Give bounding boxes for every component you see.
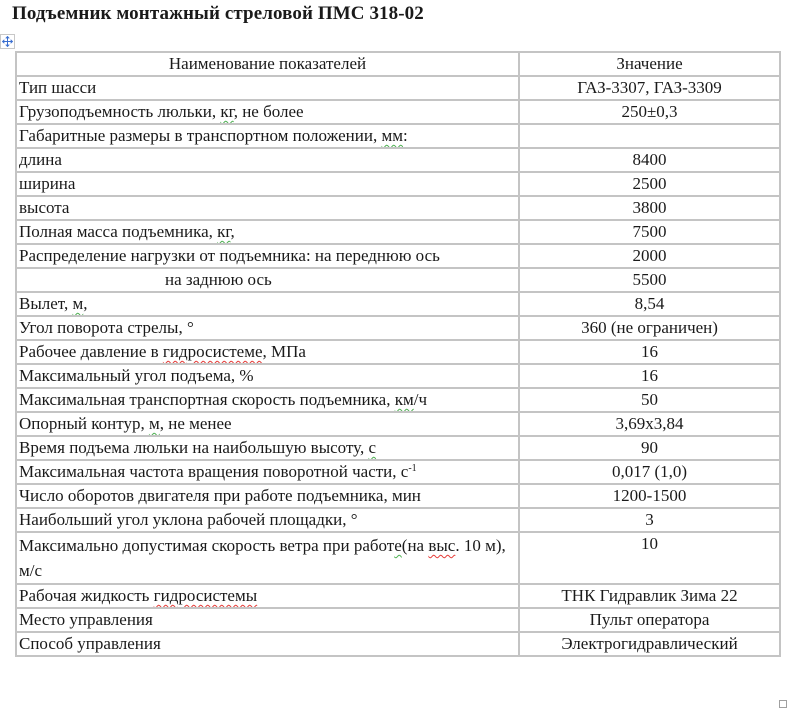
move-arrows-icon (2, 36, 13, 47)
row-name[interactable]: Число оборотов двигателя при работе подъемника, мин (16, 484, 519, 508)
row-name[interactable] (16, 532, 519, 584)
row-name[interactable] (16, 388, 519, 412)
name-text: /ч (413, 390, 428, 409)
document-title: Подъемник монтажный стреловой ПМС 318-02 (12, 3, 424, 24)
grammar-mark: м (72, 294, 84, 313)
table-row (16, 76, 780, 100)
row-name[interactable]: Место управления (16, 608, 519, 632)
table-row (16, 100, 780, 124)
row-name[interactable]: Угол поворота стрелы, ° (16, 316, 519, 340)
header-value[interactable]: Значение (519, 52, 780, 76)
row-name[interactable]: на заднюю ось (16, 268, 519, 292)
name-text: : (402, 126, 408, 145)
table-move-handle[interactable] (0, 34, 15, 49)
name-text: , (230, 222, 235, 241)
superscript: -1 (408, 463, 417, 474)
row-value[interactable]: 2500 (519, 172, 780, 196)
header-name[interactable]: Наименование показателей (16, 52, 519, 76)
row-name[interactable] (16, 292, 519, 316)
name-text: , (83, 294, 88, 313)
row-value[interactable]: 3 (519, 508, 780, 532)
row-value[interactable]: 3800 (519, 196, 780, 220)
row-name[interactable]: Распределение нагрузки от подъемника: на переднюю ось (16, 244, 519, 268)
table-row (16, 364, 780, 388)
name-text: Опорный контур, (19, 414, 149, 433)
row-value[interactable]: ТНК Гидравлик Зима 22 (519, 584, 780, 608)
table-row (16, 340, 780, 364)
row-value[interactable]: Пульт оператора (519, 608, 780, 632)
row-name[interactable]: высота (16, 196, 519, 220)
row-value[interactable]: 10 (519, 532, 780, 584)
row-name[interactable]: длина (16, 148, 519, 172)
row-name[interactable]: Наибольший угол уклона рабочей площадки, ° (16, 508, 519, 532)
grammar-mark: с (368, 438, 377, 457)
spelling-mark: гидросистеме (162, 342, 263, 361)
table-row (16, 484, 780, 508)
name-text: Рабочее давление в (19, 342, 163, 361)
row-name[interactable]: Максимальный угол подъема, % (16, 364, 519, 388)
table-header-row (16, 52, 780, 76)
row-name[interactable] (16, 220, 519, 244)
row-value[interactable]: 360 (не ограничен) (519, 316, 780, 340)
table-row (16, 220, 780, 244)
table-row (16, 436, 780, 460)
table-row (16, 508, 780, 532)
name-text: . 10 м), м/с (19, 536, 506, 580)
row-value[interactable]: 16 (519, 340, 780, 364)
table-row (16, 316, 780, 340)
table-row (16, 268, 780, 292)
row-value[interactable] (519, 124, 780, 148)
row-name[interactable] (16, 460, 519, 484)
row-value[interactable]: ГАЗ-3307, ГАЗ-3309 (519, 76, 780, 100)
name-text: Габаритные размеры в транспортном положении, (19, 126, 382, 145)
row-value[interactable]: 2000 (519, 244, 780, 268)
table-row (16, 148, 780, 172)
table-row (16, 460, 780, 484)
name-text: Рабочая жидкость (19, 586, 154, 605)
row-value[interactable]: 0,017 (1,0) (519, 460, 780, 484)
row-value[interactable]: Электрогидравлический (519, 632, 780, 656)
row-value[interactable]: 8400 (519, 148, 780, 172)
name-text: Максимальная транспортная скорость подъемника, (19, 390, 395, 409)
table-row (16, 172, 780, 196)
row-value[interactable]: 90 (519, 436, 780, 460)
name-text: Полная масса подъемника, (19, 222, 218, 241)
grammar-mark: мм (381, 126, 403, 145)
spelling-mark: выс (428, 536, 456, 555)
name-text: , МПа (262, 342, 306, 361)
row-name[interactable]: ширина (16, 172, 519, 196)
row-value[interactable]: 5500 (519, 268, 780, 292)
row-value[interactable]: 16 (519, 364, 780, 388)
table-row (16, 124, 780, 148)
name-text: Вылет, (19, 294, 73, 313)
grammar-mark: кг (217, 222, 231, 241)
name-text: , не более (233, 102, 304, 121)
spelling-mark: гидросистемы (153, 586, 258, 605)
grammar-mark: м (148, 414, 160, 433)
name-text: , не менее (159, 414, 232, 433)
table-row (16, 388, 780, 412)
table-row (16, 244, 780, 268)
row-value[interactable]: 7500 (519, 220, 780, 244)
table-row (16, 196, 780, 220)
row-name[interactable] (16, 584, 519, 608)
table-row (16, 584, 780, 608)
name-text: Максимальная частота вращения поворотной части, с (19, 462, 409, 481)
table-row (16, 532, 780, 584)
row-value[interactable]: 50 (519, 388, 780, 412)
row-name[interactable] (16, 412, 519, 436)
row-value[interactable]: 3,69x3,84 (519, 412, 780, 436)
row-name[interactable] (16, 124, 519, 148)
row-value[interactable]: 250±0,3 (519, 100, 780, 124)
grammar-mark: кг (220, 102, 234, 121)
table-resize-handle[interactable] (779, 700, 787, 708)
name-text: Максимально допустимая скорость ветра при работ (19, 536, 395, 555)
table-row (16, 292, 780, 316)
row-name[interactable] (16, 340, 519, 364)
specifications-table (15, 51, 781, 657)
name-text: (на (401, 536, 429, 555)
row-name[interactable] (16, 436, 519, 460)
row-value[interactable]: 8,54 (519, 292, 780, 316)
row-name[interactable] (16, 100, 519, 124)
row-name[interactable]: Способ управления (16, 632, 519, 656)
table-row (16, 412, 780, 436)
row-value[interactable]: 1200-1500 (519, 484, 780, 508)
grammar-mark: км (394, 390, 414, 409)
table-row (16, 608, 780, 632)
grammar-mark: е (394, 536, 402, 555)
name-text: Грузоподъемность люльки, (19, 102, 221, 121)
name-text: Время подъема люльки на наибольшую высоту, (19, 438, 369, 457)
table-row (16, 632, 780, 656)
row-name[interactable]: Тип шасси (16, 76, 519, 100)
